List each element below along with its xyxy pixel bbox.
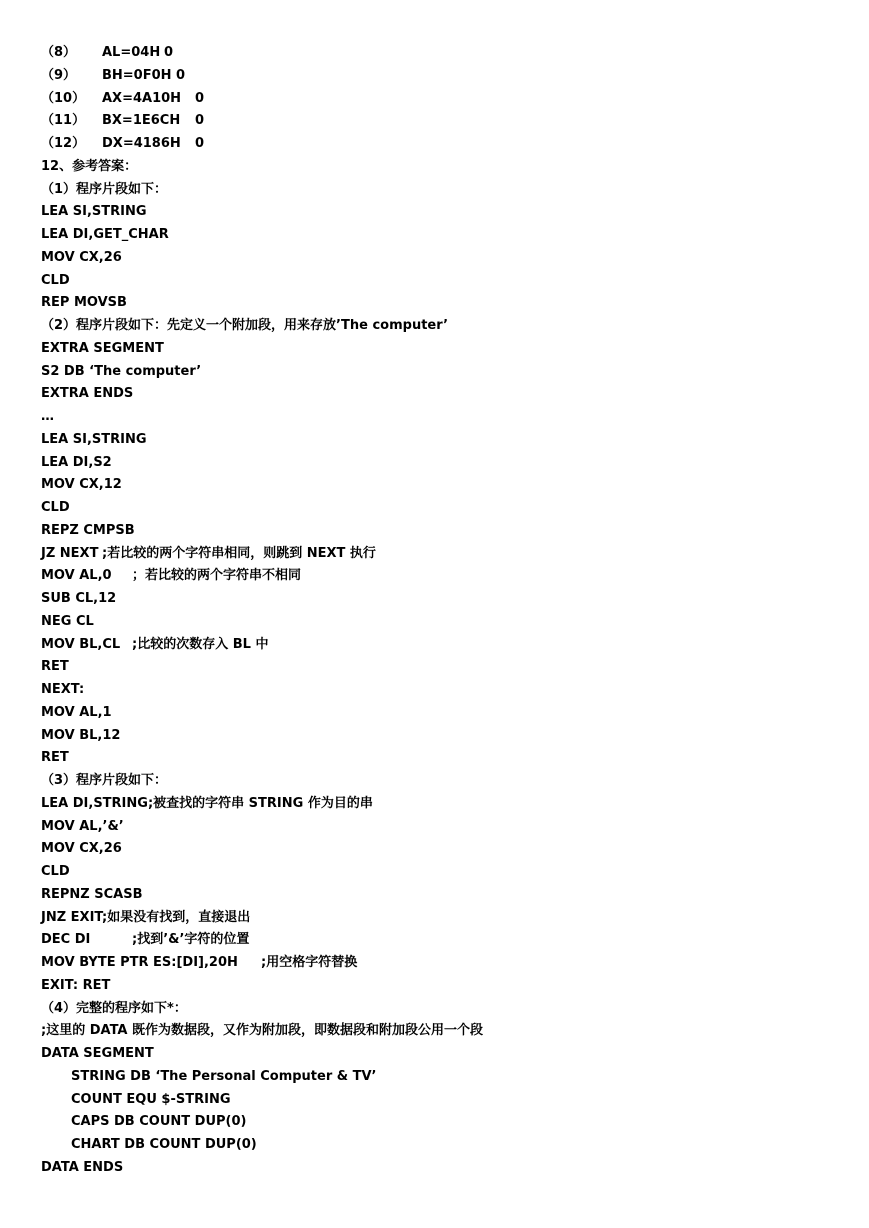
code-line: DATA ENDS <box>41 1159 124 1175</box>
code-line-with-comment <box>41 952 841 975</box>
code-line: REPNZ SCASB <box>41 886 143 902</box>
item-number: （8） <box>41 45 77 60</box>
comment: ;如果没有找到，直接退出 <box>102 909 251 925</box>
code-line: CAPS DB COUNT DUP(0) <box>71 1114 247 1130</box>
code-line: MOV BL,12 <box>41 727 121 743</box>
code-line: REPZ CMPSB <box>41 522 135 538</box>
register-flag: 0 <box>164 45 174 60</box>
code-line-with-comment <box>41 565 841 588</box>
code-line: RET <box>41 659 69 675</box>
part3-title: （3）程序片段如下： <box>41 773 168 788</box>
part2-title: （2）程序片段如下：先定义一个附加段，用来存放’The computer’ <box>41 318 449 333</box>
comment: ;用空格字符替换 <box>261 955 358 970</box>
register-expression: DX=4186H <box>102 136 181 151</box>
code-line-with-comment <box>41 929 841 952</box>
code-line: LEA SI,STRING <box>41 204 147 220</box>
code-line: CLD <box>41 272 70 288</box>
code: MOV AL,0 <box>41 568 112 584</box>
code-line: LEA SI,STRING <box>41 431 147 447</box>
code-line: LEA DI,S2 <box>41 454 112 470</box>
answer-header: 12、参考答案： <box>41 158 138 174</box>
register-line-11 <box>41 110 841 133</box>
code-line: CHART DB COUNT DUP(0) <box>71 1137 257 1152</box>
code-line: LEA DI,STRING;被查找的字符串 STRING 作为目的串 <box>41 795 373 811</box>
register-expression: AL=04H <box>102 45 161 60</box>
comment: ;比较的次数存入 BL 中 <box>132 636 269 652</box>
code-line: REP MOVSB <box>41 295 127 311</box>
code-line: NEG CL <box>41 613 94 629</box>
register-expression: BX=1E6CH <box>102 113 181 129</box>
register-flag: 0 <box>195 136 205 151</box>
comment: ;找到’&’字符的位置 <box>132 932 250 948</box>
code-line: MOV CX,12 <box>41 477 122 493</box>
code-line: MOV AL,1 <box>41 704 112 720</box>
item-number: （10） <box>41 90 86 106</box>
register-expression: AX=4A10H <box>102 90 182 106</box>
code-line: COUNT EQU $-STRING <box>71 1091 231 1107</box>
code-line: CLD <box>41 500 70 515</box>
comment: ；若比较的两个字符串不相同 <box>132 568 302 584</box>
code-line: LEA DI,GET_CHAR <box>41 227 169 242</box>
code-line: SUB CL,12 <box>41 591 117 606</box>
comment: ;若比较的两个字符串相同，则跳到 NEXT 执行 <box>102 545 376 561</box>
register-expression: BH=0F0H 0 <box>102 67 186 83</box>
register-line-9 <box>41 65 841 88</box>
part4-title: （4）完整的程序如下*： <box>41 1000 187 1016</box>
code-line: EXTRA ENDS <box>41 386 134 402</box>
part1-title: （1）程序片段如下： <box>41 181 168 197</box>
item-number: （9） <box>41 67 77 83</box>
code-line-with-comment <box>41 907 841 930</box>
item-number: （11） <box>41 113 86 129</box>
code-line: DATA SEGMENT <box>41 1046 154 1061</box>
code-line: EXTRA SEGMENT <box>41 340 164 356</box>
code-line: S2 DB ‘The computer’ <box>41 363 202 379</box>
register-line-8 <box>41 42 841 65</box>
item-number: （12） <box>41 136 86 151</box>
register-flag: 0 <box>195 113 205 129</box>
code-line-with-comment <box>41 634 841 657</box>
code: JZ NEXT <box>41 545 99 561</box>
code-line: MOV CX,26 <box>41 841 122 857</box>
code-line: CLD <box>41 864 70 879</box>
document-page <box>41 42 841 1180</box>
code: MOV BL,CL <box>41 636 121 652</box>
code-line: MOV CX,26 <box>41 249 122 265</box>
code-line: STRING DB ‘The Personal Computer & TV’ <box>71 1068 377 1084</box>
code: DEC DI <box>41 932 91 948</box>
code: MOV BYTE PTR ES:[DI],20H <box>41 955 238 970</box>
code: JNZ EXIT <box>41 909 104 925</box>
ellipsis-line: … <box>41 409 54 424</box>
register-line-10 <box>41 88 841 111</box>
code-line: NEXT: <box>41 682 85 697</box>
register-line-12 <box>41 133 841 156</box>
code-line: EXIT: RET <box>41 977 111 993</box>
code-line-with-comment <box>41 543 841 566</box>
register-flag: 0 <box>195 90 205 106</box>
comment-line: ;这里的 DATA 既作为数据段，又作为附加段，即数据段和附加段公用一个段 <box>41 1023 484 1039</box>
code-line: MOV AL,’&’ <box>41 818 124 834</box>
code-line: RET <box>41 750 69 766</box>
